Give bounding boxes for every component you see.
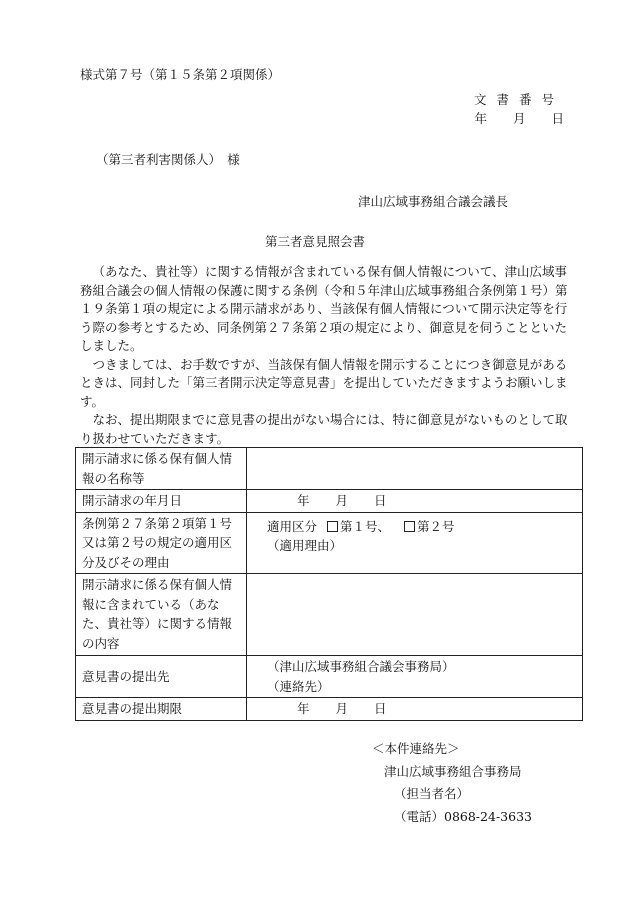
option-item-2: 第２号: [417, 518, 455, 534]
submission-contact: （連絡先）: [267, 678, 330, 694]
body-paragraph: つきましては、お手数ですが、当該保有個人情報を開示することにつき御意見があるときは、同封した「第三者開示決定等意見書」を提出していただきますようお願いします。: [80, 356, 568, 409]
table-row: [76, 448, 583, 490]
table-label: 意見書の提出先: [76, 656, 247, 698]
table-value: [247, 512, 583, 574]
request-date-placeholder: 年 月 日: [297, 493, 387, 508]
contact-phone: （電話）0868-24-3633: [394, 808, 532, 824]
request-info-table: [75, 447, 583, 721]
submission-office: （津山広域事務組合議会事務局）: [267, 659, 455, 674]
table-value-empty: [247, 448, 583, 490]
table-row: [76, 490, 583, 513]
category-prefix: 適用区分: [267, 518, 318, 534]
contact-office: 津山広域事務組合事務局: [384, 763, 522, 779]
table-row: [76, 574, 583, 656]
checkbox-icon[interactable]: [404, 521, 415, 532]
sender-line: 津山広域事務組合議会議長: [357, 194, 508, 209]
recipient-line: （第三者利害関係人） 様: [96, 152, 240, 167]
document-number-label: 文書番号: [473, 92, 564, 107]
body-paragraph: （あなた、貴社等）に関する情報が含まれている保有個人情報について、津山広域事務組合議会の個人情報の保護に関する条例（令和５年津山広域事務組合条例第１号）第１９条第１項の規定による開示請求があり、当該保有個人情報について開示決定等を行う際の参考とするため、同条例第２７条第２項の規定により、御意見を伺うことといたしました。: [80, 264, 568, 353]
table-label: 開示請求に係る保有個人情報の名称等: [76, 448, 247, 490]
table-row: [76, 512, 583, 574]
table-row: [76, 656, 583, 698]
deadline-date-placeholder: 年 月 日: [297, 701, 387, 716]
contact-heading: ＜本件連絡先＞: [372, 741, 460, 756]
form-number: 様式第７号（第１５条第２項関係）: [80, 67, 281, 82]
document-title: 第三者意見照会書: [264, 234, 365, 249]
table-label: 意見書の提出期限: [76, 698, 247, 721]
table-value: [247, 490, 583, 513]
contact-person: （担当者名）: [394, 786, 470, 801]
table-row: [76, 698, 583, 721]
table-value-empty: [247, 574, 583, 656]
body-paragraph: なお、提出期限までに意見書の提出がない場合には、特に御意見がないものとして取り扱わせていただきます。: [80, 412, 568, 446]
table-label: 開示請求の年月日: [76, 490, 247, 513]
reason-label: （適用理由）: [267, 538, 343, 553]
checkbox-icon[interactable]: [327, 521, 338, 532]
contact-block: [372, 738, 532, 828]
table-label: 開示請求に係る保有個人情報に含まれている（あなた、貴社等）に関する情報の内容: [76, 574, 247, 656]
table-value: [247, 698, 583, 721]
document-date-label: 年 月 日: [474, 111, 564, 126]
body-text: [80, 263, 570, 448]
table-value: [247, 656, 583, 698]
table-label: 条例第２７条第２項第１号又は第２号の規定の適用区分及びその理由: [76, 512, 247, 574]
option-item-1: 第１号、: [340, 518, 391, 534]
